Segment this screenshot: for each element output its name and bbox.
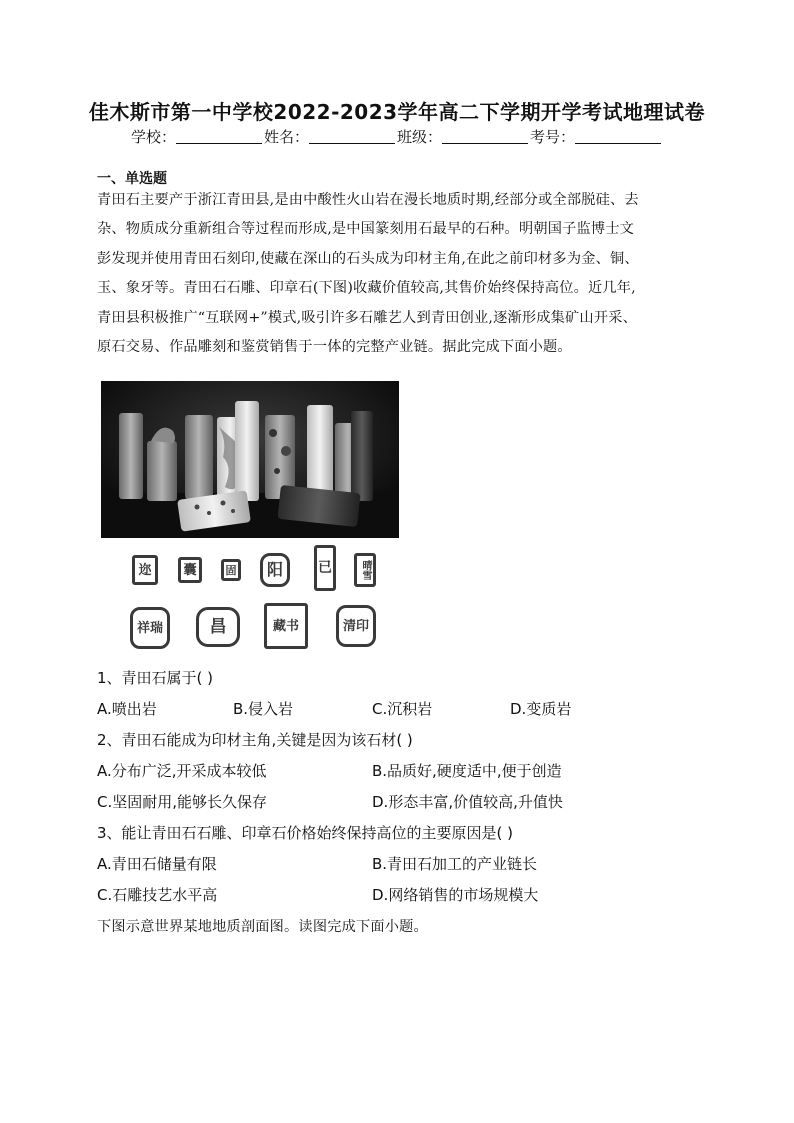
reading-passage bbox=[97, 186, 697, 362]
passage-line: 彭发现并使用青田石刻印,使藏在深山的石头成为印材主角,在此之前印材多为金、铜、 bbox=[97, 250, 639, 267]
question-3-stem: 3、能让青田石石雕、印章石价格始终保持高位的主要原因是( ) bbox=[97, 824, 514, 842]
passage-line: 玉、象牙等。青田石石雕、印章石(下图)收藏价值较高,其售价始终保持高位。近几年, bbox=[97, 280, 636, 297]
question-3-option-d[interactable]: D.网络销售的市场规模大 bbox=[372, 886, 539, 904]
seal-impression: 昌 bbox=[196, 607, 240, 647]
seal-impression: 藏书 bbox=[264, 603, 308, 649]
passage-line: 原石交易、作品雕刻和鉴赏销售于一体的完整产业链。据此完成下面小题。 bbox=[97, 339, 572, 356]
question-2-option-c[interactable]: C.坚固耐用,能够长久保存 bbox=[97, 793, 268, 811]
question-1-option-a[interactable]: A.喷出岩 bbox=[97, 700, 157, 718]
seal-impression: 囊 bbox=[178, 557, 202, 583]
next-question-intro: 下图示意世界某地地质剖面图。读图完成下面小题。 bbox=[97, 919, 428, 935]
question-2-option-b[interactable]: B.品质好,硬度适中,便于创造 bbox=[372, 762, 562, 780]
student-info-line bbox=[0, 126, 794, 147]
seal-impression: 已 bbox=[314, 545, 336, 591]
seal-impression: 清印 bbox=[336, 605, 376, 647]
seal-stones-illustration bbox=[101, 381, 399, 538]
passage-line: 杂、物质成分重新组合等过程而形成,是中国篆刻用石最早的石种。明朝国子监博士文 bbox=[97, 221, 635, 238]
question-1-option-b[interactable]: B.侵入岩 bbox=[233, 700, 294, 718]
question-1-stem: 1、青田石属于( ) bbox=[97, 669, 214, 687]
seal-stones-photo bbox=[101, 381, 399, 538]
exam-title: 佳木斯市第一中学校2022-2023学年高二下学期开学考试地理试卷 bbox=[88, 100, 706, 124]
seal-impression: 祥瑞 bbox=[130, 607, 170, 649]
school-label: 学校： bbox=[130, 128, 176, 146]
name-blank bbox=[309, 129, 395, 144]
question-2-stem: 2、青田石能成为印材主角,关键是因为该石材( ) bbox=[97, 731, 413, 749]
school-blank bbox=[176, 129, 262, 144]
name-label: 姓名： bbox=[263, 128, 309, 146]
class-label: 班级： bbox=[397, 128, 443, 146]
question-3-option-b[interactable]: B.青田石加工的产业链长 bbox=[372, 855, 538, 873]
number-blank bbox=[575, 129, 661, 144]
question-2-option-d[interactable]: D.形态丰富,价值较高,升值快 bbox=[372, 793, 563, 811]
section-title: 一、单选题 bbox=[97, 171, 167, 187]
question-2-option-a[interactable]: A.分布广泛,开采成本较低 bbox=[97, 762, 267, 780]
number-label: 考号： bbox=[530, 128, 576, 146]
seal-impression: 固 bbox=[221, 559, 241, 581]
seal-impression: 迩 bbox=[132, 555, 158, 585]
seal-impression: 晴雪 bbox=[354, 553, 376, 587]
class-blank bbox=[442, 129, 528, 144]
seal-impressions bbox=[126, 545, 396, 657]
seal-impression: 阳 bbox=[260, 553, 290, 587]
question-1-option-d[interactable]: D.变质岩 bbox=[510, 700, 572, 718]
question-3-option-a[interactable]: A.青田石储量有限 bbox=[97, 855, 217, 873]
passage-line: 青田县积极推广“互联网+”模式,吸引许多石雕艺人到青田创业,逐渐形成集矿山开采、 bbox=[97, 309, 637, 326]
passage-line: 青田石主要产于浙江青田县,是由中酸性火山岩在漫长地质时期,经部分或全部脱硅、去 bbox=[97, 192, 639, 208]
question-3-option-c[interactable]: C.石雕技艺水平高 bbox=[97, 886, 218, 904]
question-1-option-c[interactable]: C.沉积岩 bbox=[372, 700, 433, 718]
